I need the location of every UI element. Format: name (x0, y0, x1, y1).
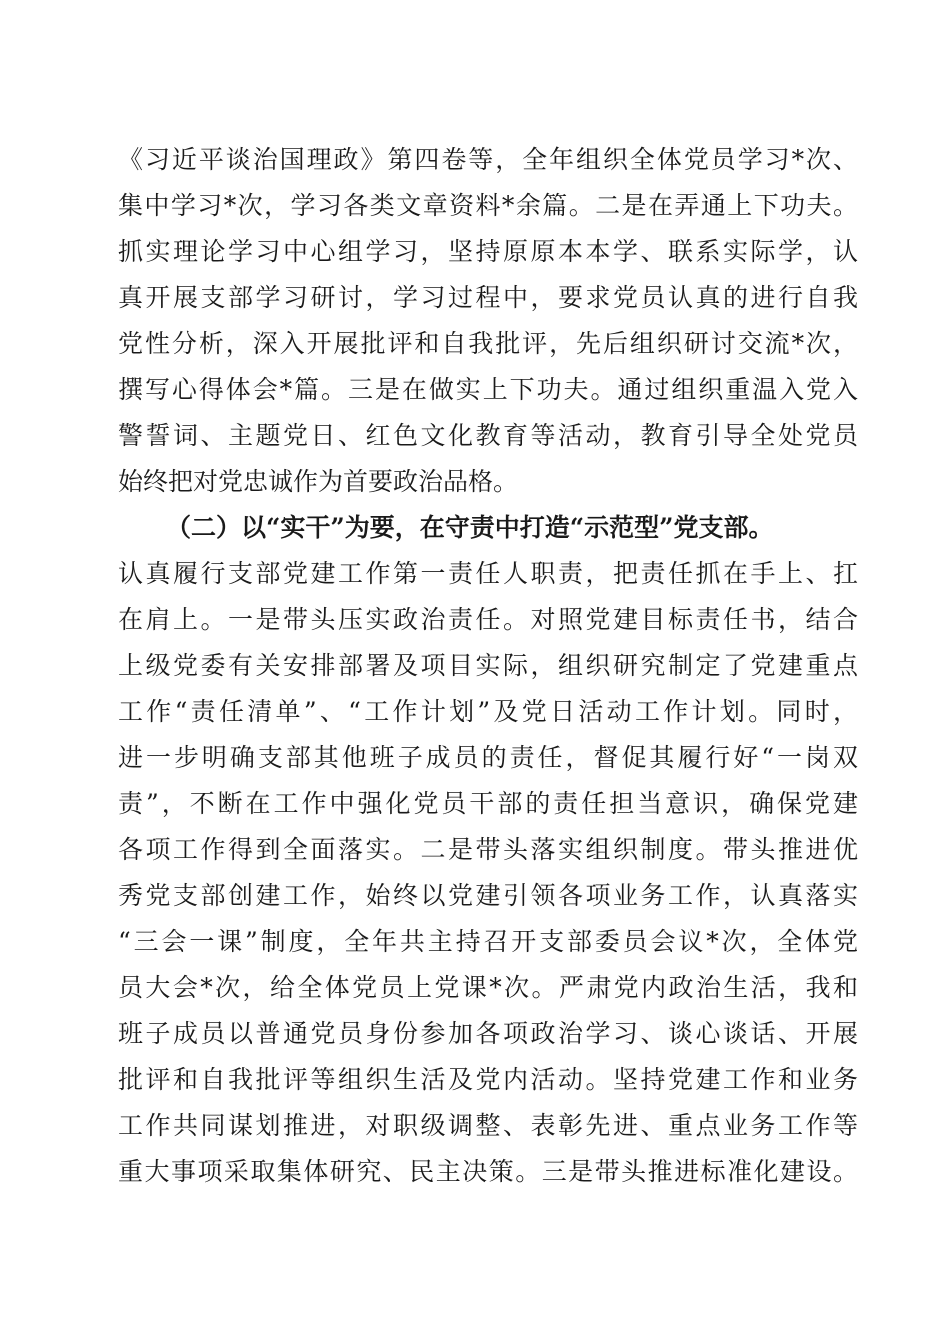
text-line: 上级党委有关安排部署及项目实际，组织研究制定了党建重点 (118, 651, 858, 680)
text-line: 党性分析，深入开展批评和自我批评，先后组织研讨交流*次， (118, 329, 858, 358)
text-line: 《习近平谈治国理政》第四卷等，全年组织全体党员学习*次、 (118, 145, 858, 174)
text-line: 集中学习*次，学习各类文章资料*余篇。二是在弄通上下功夫。 (118, 191, 858, 220)
text-line: 责”，不断在工作中强化党员干部的责任担当意识，确保党建 (118, 789, 858, 818)
text-line: 真开展支部学习研讨，学习过程中，要求党员认真的进行自我 (118, 283, 858, 312)
text-line: 重大事项采取集体研究、民主决策。三是带头推进标准化建设。 (118, 1157, 858, 1186)
text-line: 各项工作得到全面落实。二是带头落实组织制度。带头推进优 (118, 835, 858, 864)
text-line: 撰写心得体会*篇。三是在做实上下功夫。通过组织重温入党入 (118, 375, 858, 404)
text-line: 在肩上。一是带头压实政治责任。对照党建目标责任书，结合 (118, 605, 858, 634)
text-line: 进一步明确支部其他班子成员的责任，督促其履行好“一岗双 (118, 743, 858, 772)
text-line: 秀党支部创建工作，始终以党建引领各项业务工作，认真落实 (118, 881, 858, 910)
text-line: 工作共同谋划推进，对职级调整、表彰先进、重点业务工作等 (118, 1111, 858, 1140)
text-line: 员大会*次，给全体党员上党课*次。严肃党内政治生活，我和 (118, 973, 858, 1002)
text-line: 班子成员以普通党员身份参加各项政治学习、谈心谈话、开展 (118, 1019, 858, 1048)
text-line: 认真履行支部党建工作第一责任人职责，把责任抓在手上、扛 (118, 559, 858, 588)
text-line: 工作“责任清单”、“工作计划”及党日活动工作计划。同时， (118, 697, 858, 726)
text-line: 批评和自我批评等组织生活及党内活动。坚持党建工作和业务 (118, 1065, 858, 1094)
text-line: “三会一课”制度，全年共主持召开支部委员会议*次，全体党 (118, 927, 858, 956)
text-line: 警誓词、主题党日、红色文化教育等活动，教育引导全处党员 (118, 421, 858, 450)
section-heading: （二）以“实干”为要，在守责中打造“示范型”党支部。 (166, 513, 774, 542)
text-line: 始终把对党忠诚作为首要政治品格。 (118, 467, 519, 496)
text-line: 抓实理论学习中心组学习，坚持原原本本学、联系实际学，认 (118, 237, 858, 266)
